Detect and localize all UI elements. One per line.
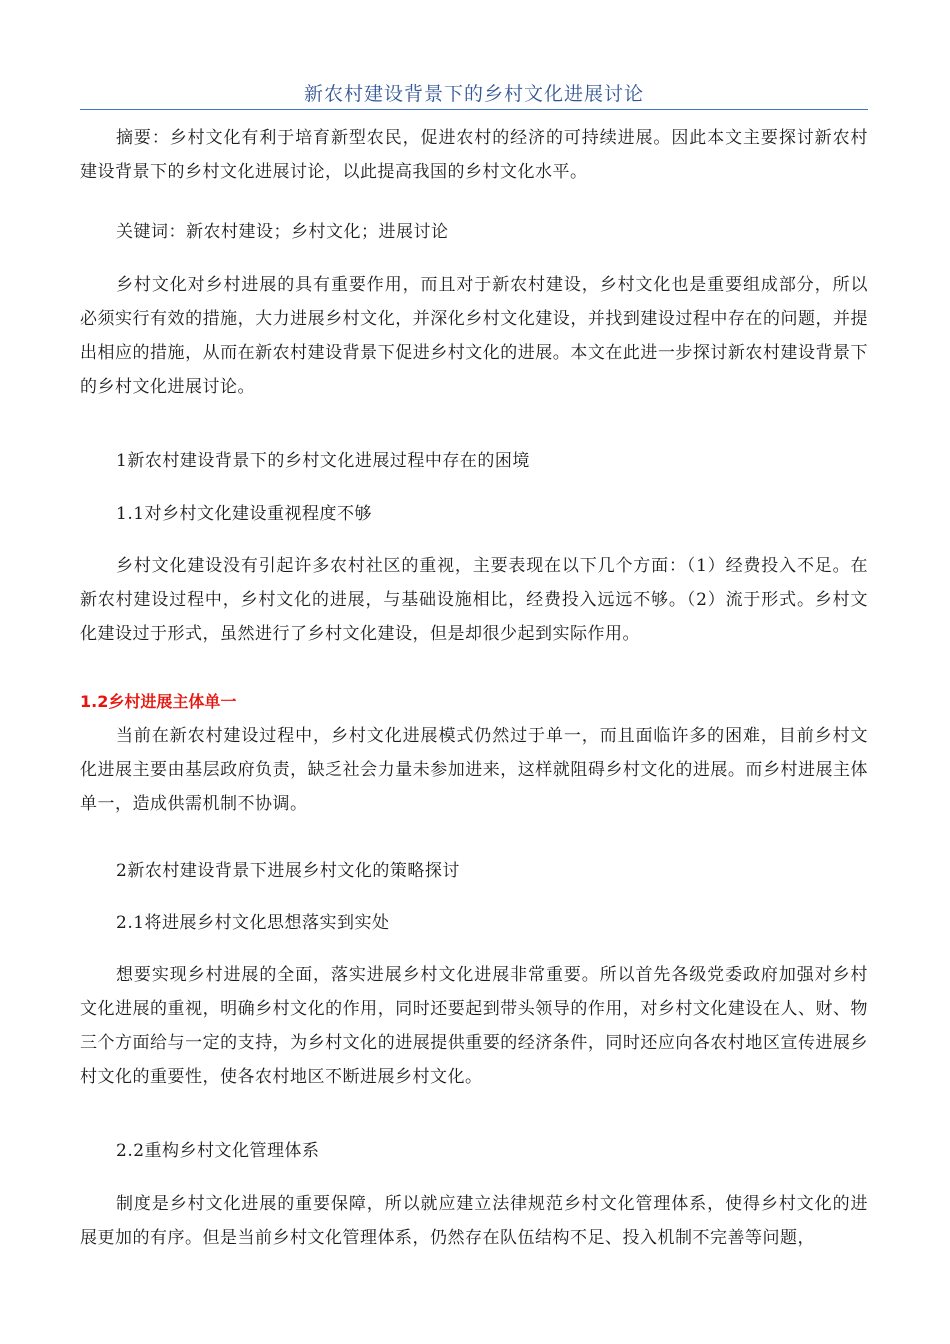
section-1-2-paragraph: 当前在新农村建设过程中，乡村文化进展模式仍然过于单一，而且面临许多的困难，目前乡村文化进展主要由基层政府负责，缺乏社会力量未参加进来，这样就阻碍乡村文化的进展。而乡村进展主体单一，造成供需机制不协调。 — [80, 726, 868, 814]
section-1-heading: 1新农村建设背景下的乡村文化进展过程中存在的困境 — [116, 451, 530, 471]
section-2-2-paragraph: 制度是乡村文化进展的重要保障，所以就应建立法律规范乡村文化管理体系，使得乡村文化的进展更加的有序。但是当前乡村文化管理体系，仍然存在队伍结构不足、投入机制不完善等问题， — [80, 1194, 868, 1248]
title-underline — [80, 109, 868, 110]
section-2-heading: 2新农村建设背景下进展乡村文化的策略探讨 — [116, 861, 460, 881]
abstract-paragraph: 摘要：乡村文化有利于培育新型农民，促进农村的经济的可持续进展。因此本文主要探讨新农村建设背景下的乡村文化进展讨论，以此提高我国的乡村文化水平。 — [80, 128, 868, 182]
section-1-1-paragraph: 乡村文化建设没有引起许多农村社区的重视，主要表现在以下几个方面：（1）经费投入不足。在新农村建设过程中，乡村文化的进展，与基础设施相比，经费投入远远不够。（2）流于形式。乡村文化建设过于形式，虽然进行了乡村文化建设，但是却很少起到实际作用。 — [80, 556, 868, 644]
section-2-2-heading: 2.2重构乡村文化管理体系 — [116, 1141, 320, 1161]
section-2-1-paragraph: 想要实现乡村进展的全面，落实进展乡村文化进展非常重要。所以首先各级党委政府加强对乡村文化进展的重视，明确乡村文化的作用，同时还要起到带头领导的作用，对乡村文化建设在人、财、物三个方面给与一定的支持，为乡村文化的进展提供重要的经济条件，同时还应向各农村地区宣传进展乡村文化的重要性，使各农村地区不断进展乡村文化。 — [80, 965, 868, 1087]
keywords-line: 关键词：新农村建设；乡村文化；进展讨论 — [116, 222, 449, 242]
section-1-1-heading: 1.1对乡村文化建设重视程度不够 — [116, 504, 373, 524]
section-1-2-heading: 1.2乡村进展主体单一 — [80, 692, 237, 711]
intro-paragraph: 乡村文化对乡村进展的具有重要作用，而且对于新农村建设，乡村文化也是重要组成部分，所以必须实行有效的措施，大力进展乡村文化，并深化乡村文化建设，并找到建设过程中存在的问题，并提出相应的措施，从而在新农村建设背景下促进乡村文化的进展。本文在此进一步探讨新农村建设背景下的乡村文化进展讨论。 — [80, 275, 868, 397]
section-2-1-heading: 2.1将进展乡村文化思想落实到实处 — [116, 913, 390, 933]
document-title: 新农村建设背景下的乡村文化进展讨论 — [303, 83, 644, 105]
